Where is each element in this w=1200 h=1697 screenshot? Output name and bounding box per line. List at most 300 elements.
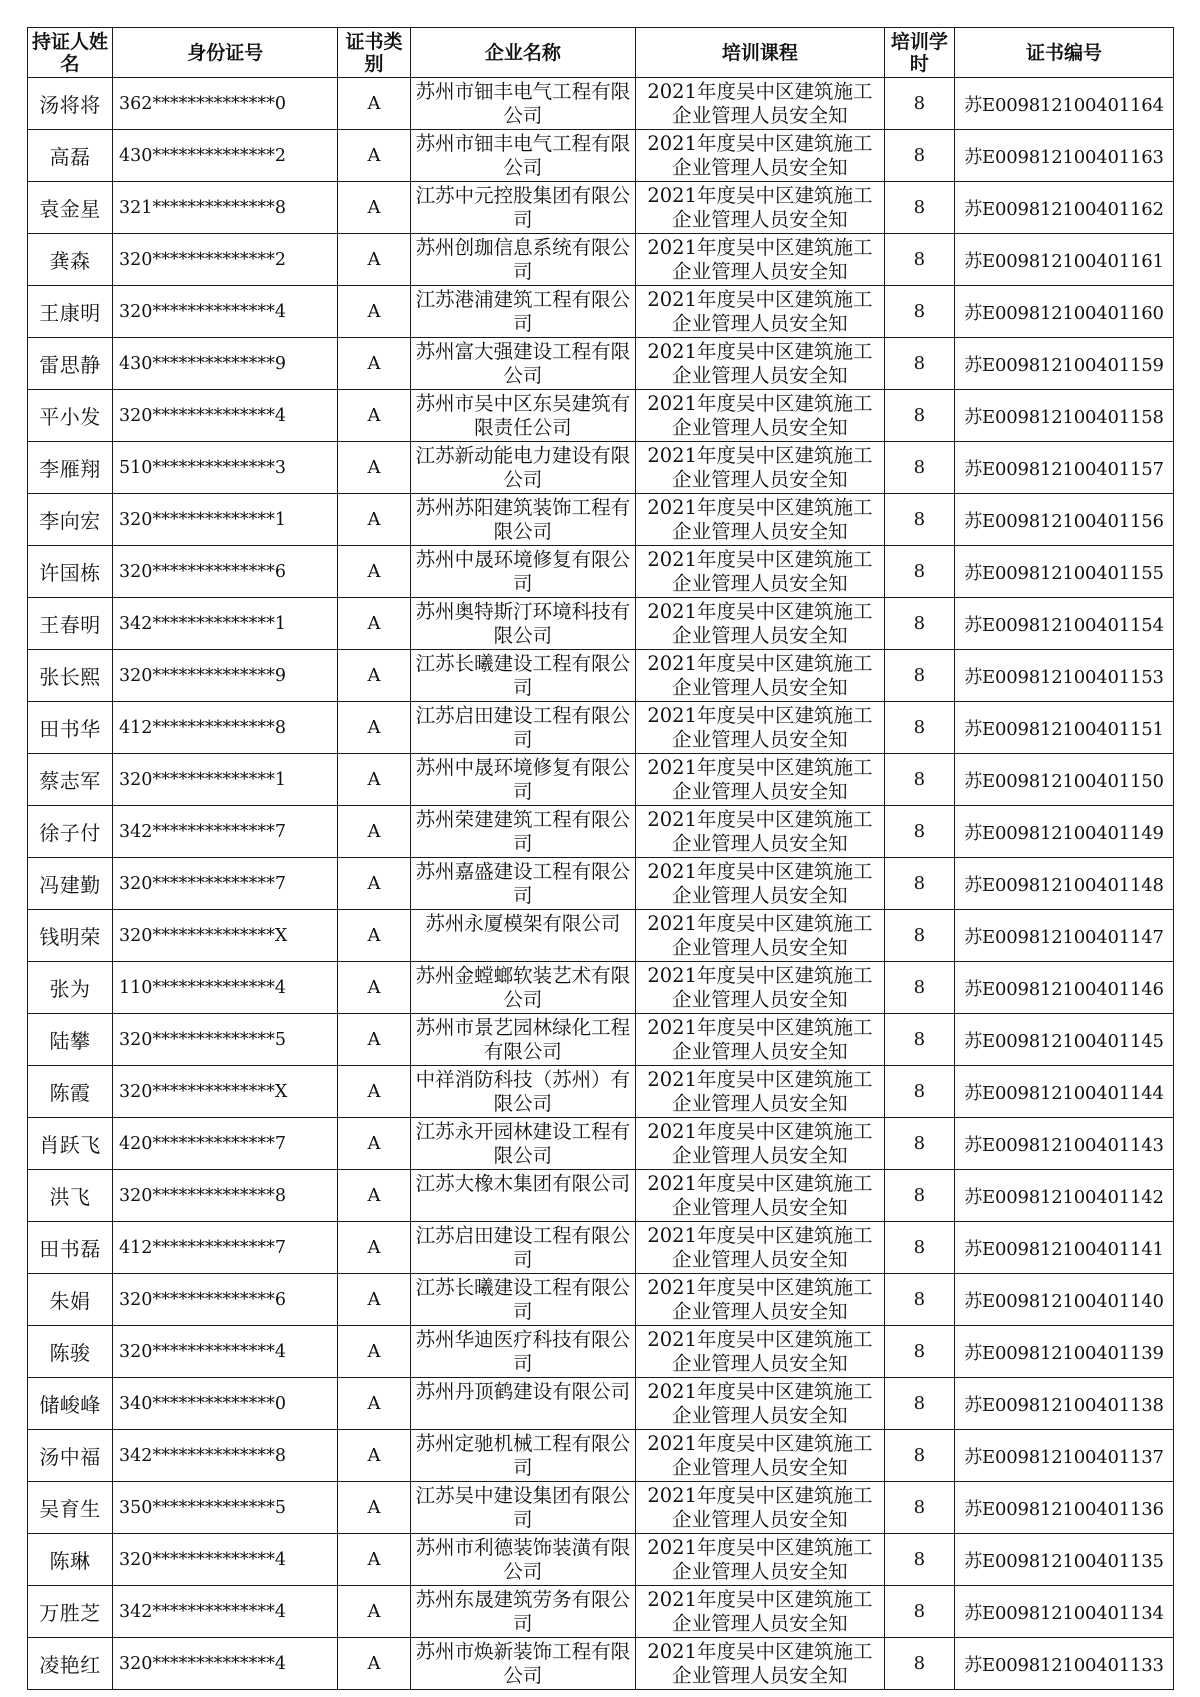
hours-cell: 8	[884, 1430, 954, 1482]
cert-number-cell: 苏E009812100401138	[954, 1378, 1173, 1430]
table-row	[28, 962, 1174, 1014]
hours-cell: 8	[884, 1638, 954, 1690]
hours-cell: 8	[884, 962, 954, 1014]
holder-name-cell: 汤中福	[28, 1430, 113, 1482]
table-row	[28, 1586, 1174, 1638]
course-cell	[636, 1326, 885, 1378]
hours-cell: 8	[884, 338, 954, 390]
cert-type-cell: A	[338, 78, 410, 130]
course-text: 2021年度吴中区建筑施工企业管理人员安全知	[647, 704, 873, 751]
cert-number-cell: 苏E009812100401144	[954, 1066, 1173, 1118]
course-text: 2021年度吴中区建筑施工企业管理人员安全知	[647, 600, 873, 647]
table-row	[28, 1222, 1174, 1274]
holder-name-cell: 凌艳红	[28, 1638, 113, 1690]
course-cell	[636, 598, 885, 650]
holder-name-cell: 汤将将	[28, 78, 113, 130]
company-text: 江苏中元控股集团有限公司	[415, 184, 631, 231]
cert-number-cell: 苏E009812100401162	[954, 182, 1173, 234]
course-cell	[636, 1222, 885, 1274]
company-text: 中祥消防科技（苏州）有限公司	[415, 1068, 631, 1115]
company-text: 苏州市钿丰电气工程有限公司	[415, 132, 631, 179]
company-cell	[410, 546, 635, 598]
table-row	[28, 182, 1174, 234]
cert-type-cell: A	[338, 1066, 410, 1118]
table-row	[28, 650, 1174, 702]
hours-cell: 8	[884, 650, 954, 702]
hours-cell: 8	[884, 390, 954, 442]
id-number-cell: 350**************5	[113, 1482, 338, 1534]
table-row	[28, 338, 1174, 390]
hours-cell: 8	[884, 1014, 954, 1066]
id-number-cell: 362**************0	[113, 78, 338, 130]
cert-number-cell: 苏E009812100401148	[954, 858, 1173, 910]
header-holder-name: 持证人姓名	[28, 28, 113, 78]
holder-name-cell: 张为	[28, 962, 113, 1014]
hours-cell: 8	[884, 1378, 954, 1430]
company-cell	[410, 494, 635, 546]
id-number-cell: 320**************1	[113, 754, 338, 806]
course-text: 2021年度吴中区建筑施工企业管理人员安全知	[647, 496, 873, 543]
cert-number-cell: 苏E009812100401158	[954, 390, 1173, 442]
header-course: 培训课程	[636, 28, 885, 78]
id-number-cell: 320**************9	[113, 650, 338, 702]
table-row	[28, 1118, 1174, 1170]
cert-type-cell: A	[338, 182, 410, 234]
cert-type-cell: A	[338, 1378, 410, 1430]
hours-cell: 8	[884, 1222, 954, 1274]
company-text: 苏州荣建建筑工程有限公司	[415, 808, 631, 855]
company-text: 苏州中晟环境修复有限公司	[415, 756, 631, 803]
holder-name-cell: 陈霞	[28, 1066, 113, 1118]
course-cell	[636, 494, 885, 546]
table-row	[28, 858, 1174, 910]
holder-name-cell: 徐子付	[28, 806, 113, 858]
cert-type-cell: A	[338, 910, 410, 962]
table-row	[28, 1430, 1174, 1482]
course-cell	[636, 78, 885, 130]
cert-number-cell: 苏E009812100401159	[954, 338, 1173, 390]
holder-name-cell: 龚森	[28, 234, 113, 286]
id-number-cell: 420**************7	[113, 1118, 338, 1170]
company-cell	[410, 858, 635, 910]
company-cell	[410, 78, 635, 130]
cert-type-cell: A	[338, 1222, 410, 1274]
company-cell	[410, 910, 635, 962]
course-text: 2021年度吴中区建筑施工企业管理人员安全知	[647, 1172, 873, 1219]
cert-number-cell: 苏E009812100401157	[954, 442, 1173, 494]
cert-number-cell: 苏E009812100401139	[954, 1326, 1173, 1378]
course-text: 2021年度吴中区建筑施工企业管理人员安全知	[647, 132, 873, 179]
id-number-cell: 320**************5	[113, 1014, 338, 1066]
holder-name-cell: 雷思静	[28, 338, 113, 390]
holder-name-cell: 王康明	[28, 286, 113, 338]
table-row	[28, 130, 1174, 182]
cert-type-cell: A	[338, 234, 410, 286]
table-row	[28, 1326, 1174, 1378]
cert-type-cell: A	[338, 702, 410, 754]
table-row	[28, 494, 1174, 546]
cert-type-cell: A	[338, 598, 410, 650]
holder-name-cell: 万胜芝	[28, 1586, 113, 1638]
course-text: 2021年度吴中区建筑施工企业管理人员安全知	[647, 1016, 873, 1063]
holder-name-cell: 平小发	[28, 390, 113, 442]
company-cell	[410, 1274, 635, 1326]
cert-type-cell: A	[338, 1170, 410, 1222]
cert-number-cell: 苏E009812100401135	[954, 1534, 1173, 1586]
course-cell	[636, 390, 885, 442]
cert-type-cell: A	[338, 1326, 410, 1378]
holder-name-cell: 洪飞	[28, 1170, 113, 1222]
company-cell	[410, 702, 635, 754]
holder-name-cell: 王春明	[28, 598, 113, 650]
holder-name-cell: 朱娟	[28, 1274, 113, 1326]
course-cell	[636, 130, 885, 182]
hours-cell: 8	[884, 910, 954, 962]
company-text: 苏州苏阳建筑装饰工程有限公司	[415, 496, 631, 543]
table-row	[28, 754, 1174, 806]
id-number-cell: 320**************7	[113, 858, 338, 910]
company-cell	[410, 1638, 635, 1690]
hours-cell: 8	[884, 130, 954, 182]
company-text: 苏州富大强建设工程有限公司	[415, 340, 631, 387]
course-text: 2021年度吴中区建筑施工企业管理人员安全知	[647, 652, 873, 699]
company-text: 苏州市焕新装饰工程有限公司	[415, 1640, 631, 1687]
cert-number-cell: 苏E009812100401153	[954, 650, 1173, 702]
id-number-cell: 320**************4	[113, 1638, 338, 1690]
company-text: 江苏长曦建设工程有限公司	[415, 652, 631, 699]
cert-type-cell: A	[338, 494, 410, 546]
hours-cell: 8	[884, 286, 954, 338]
company-cell	[410, 1066, 635, 1118]
id-number-cell: 320**************X	[113, 1066, 338, 1118]
table-header-row	[28, 28, 1174, 78]
cert-type-cell: A	[338, 858, 410, 910]
id-number-cell: 430**************9	[113, 338, 338, 390]
holder-name-cell: 陈骏	[28, 1326, 113, 1378]
company-text: 苏州丹顶鹤建设有限公司	[415, 1380, 631, 1403]
id-number-cell: 320**************2	[113, 234, 338, 286]
company-text: 苏州东晟建筑劳务有限公司	[415, 1588, 631, 1635]
holder-name-cell: 吴育生	[28, 1482, 113, 1534]
table-row	[28, 78, 1174, 130]
id-number-cell: 320**************4	[113, 1326, 338, 1378]
course-text: 2021年度吴中区建筑施工企业管理人员安全知	[647, 1484, 873, 1531]
company-text: 江苏长曦建设工程有限公司	[415, 1276, 631, 1323]
cert-number-cell: 苏E009812100401154	[954, 598, 1173, 650]
company-text: 江苏港浦建筑工程有限公司	[415, 288, 631, 335]
id-number-cell: 510**************3	[113, 442, 338, 494]
holder-name-cell: 田书华	[28, 702, 113, 754]
cert-type-cell: A	[338, 130, 410, 182]
table-row	[28, 1274, 1174, 1326]
company-text: 苏州市景艺园林绿化工程有限公司	[415, 1016, 631, 1063]
id-number-cell: 320**************4	[113, 390, 338, 442]
company-text: 苏州嘉盛建设工程有限公司	[415, 860, 631, 907]
company-cell	[410, 182, 635, 234]
holder-name-cell: 袁金星	[28, 182, 113, 234]
cert-number-cell: 苏E009812100401161	[954, 234, 1173, 286]
course-text: 2021年度吴中区建筑施工企业管理人员安全知	[647, 1588, 873, 1635]
hours-cell: 8	[884, 546, 954, 598]
cert-number-cell: 苏E009812100401164	[954, 78, 1173, 130]
table-row	[28, 286, 1174, 338]
hours-cell: 8	[884, 234, 954, 286]
course-cell	[636, 1066, 885, 1118]
cert-number-cell: 苏E009812100401143	[954, 1118, 1173, 1170]
company-cell	[410, 338, 635, 390]
hours-cell: 8	[884, 1170, 954, 1222]
course-text: 2021年度吴中区建筑施工企业管理人员安全知	[647, 860, 873, 907]
company-cell	[410, 442, 635, 494]
cert-number-cell: 苏E009812100401156	[954, 494, 1173, 546]
company-cell	[410, 1170, 635, 1222]
company-text: 江苏启田建设工程有限公司	[415, 704, 631, 751]
course-text: 2021年度吴中区建筑施工企业管理人员安全知	[647, 340, 873, 387]
cert-number-cell: 苏E009812100401155	[954, 546, 1173, 598]
holder-name-cell: 冯建勤	[28, 858, 113, 910]
cert-number-cell: 苏E009812100401146	[954, 962, 1173, 1014]
course-text: 2021年度吴中区建筑施工企业管理人员安全知	[647, 1276, 873, 1323]
company-text: 苏州定驰机械工程有限公司	[415, 1432, 631, 1479]
table-row	[28, 598, 1174, 650]
course-cell	[636, 650, 885, 702]
hours-cell: 8	[884, 1482, 954, 1534]
id-number-cell: 430**************2	[113, 130, 338, 182]
holder-name-cell: 田书磊	[28, 1222, 113, 1274]
cert-type-cell: A	[338, 1534, 410, 1586]
course-cell	[636, 1430, 885, 1482]
id-number-cell: 320**************1	[113, 494, 338, 546]
header-cert-number: 证书编号	[954, 28, 1173, 78]
course-cell	[636, 442, 885, 494]
course-text: 2021年度吴中区建筑施工企业管理人员安全知	[647, 756, 873, 803]
course-cell	[636, 338, 885, 390]
cert-type-cell: A	[338, 754, 410, 806]
cert-type-cell: A	[338, 1014, 410, 1066]
course-text: 2021年度吴中区建筑施工企业管理人员安全知	[647, 184, 873, 231]
hours-cell: 8	[884, 806, 954, 858]
table-row	[28, 702, 1174, 754]
header-company: 企业名称	[410, 28, 635, 78]
course-cell	[636, 754, 885, 806]
holder-name-cell: 张长熙	[28, 650, 113, 702]
course-cell	[636, 1170, 885, 1222]
cert-number-cell: 苏E009812100401163	[954, 130, 1173, 182]
company-text: 苏州市吴中区东吴建筑有限责任公司	[415, 392, 631, 439]
company-text: 苏州华迪医疗科技有限公司	[415, 1328, 631, 1375]
cert-number-cell: 苏E009812100401140	[954, 1274, 1173, 1326]
course-text: 2021年度吴中区建筑施工企业管理人员安全知	[647, 80, 873, 127]
table-row	[28, 1066, 1174, 1118]
cert-type-cell: A	[338, 1638, 410, 1690]
course-cell	[636, 806, 885, 858]
cert-number-cell: 苏E009812100401145	[954, 1014, 1173, 1066]
company-cell	[410, 390, 635, 442]
cert-type-cell: A	[338, 1430, 410, 1482]
company-text: 苏州奥特斯汀环境科技有限公司	[415, 600, 631, 647]
cert-type-cell: A	[338, 546, 410, 598]
id-number-cell: 342**************1	[113, 598, 338, 650]
holder-name-cell: 李向宏	[28, 494, 113, 546]
cert-number-cell: 苏E009812100401142	[954, 1170, 1173, 1222]
course-cell	[636, 910, 885, 962]
cert-type-cell: A	[338, 650, 410, 702]
course-text: 2021年度吴中区建筑施工企业管理人员安全知	[647, 808, 873, 855]
table-row	[28, 442, 1174, 494]
cert-number-cell: 苏E009812100401147	[954, 910, 1173, 962]
company-text: 江苏启田建设工程有限公司	[415, 1224, 631, 1271]
company-cell	[410, 1534, 635, 1586]
hours-cell: 8	[884, 1066, 954, 1118]
id-number-cell: 412**************7	[113, 1222, 338, 1274]
cert-type-cell: A	[338, 806, 410, 858]
course-text: 2021年度吴中区建筑施工企业管理人员安全知	[647, 1120, 873, 1167]
course-text: 2021年度吴中区建筑施工企业管理人员安全知	[647, 288, 873, 335]
company-cell	[410, 1378, 635, 1430]
company-cell	[410, 650, 635, 702]
company-cell	[410, 234, 635, 286]
company-text: 苏州市钿丰电气工程有限公司	[415, 80, 631, 127]
table-row	[28, 806, 1174, 858]
cert-number-cell: 苏E009812100401137	[954, 1430, 1173, 1482]
table-row	[28, 1638, 1174, 1690]
certificate-table	[27, 27, 1174, 1690]
id-number-cell: 320**************4	[113, 286, 338, 338]
course-text: 2021年度吴中区建筑施工企业管理人员安全知	[647, 444, 873, 491]
hours-cell: 8	[884, 78, 954, 130]
course-cell	[636, 1014, 885, 1066]
cert-number-cell: 苏E009812100401160	[954, 286, 1173, 338]
cert-type-cell: A	[338, 1482, 410, 1534]
course-cell	[636, 1586, 885, 1638]
table-row	[28, 910, 1174, 962]
hours-cell: 8	[884, 1118, 954, 1170]
company-text: 苏州中晟环境修复有限公司	[415, 548, 631, 595]
id-number-cell: 412**************8	[113, 702, 338, 754]
hours-cell: 8	[884, 754, 954, 806]
course-cell	[636, 182, 885, 234]
holder-name-cell: 陆攀	[28, 1014, 113, 1066]
cert-number-cell: 苏E009812100401149	[954, 806, 1173, 858]
table-body	[28, 78, 1174, 1690]
cert-number-cell: 苏E009812100401136	[954, 1482, 1173, 1534]
cert-type-cell: A	[338, 390, 410, 442]
table-row	[28, 546, 1174, 598]
course-text: 2021年度吴中区建筑施工企业管理人员安全知	[647, 1536, 873, 1583]
course-cell	[636, 1638, 885, 1690]
course-cell	[636, 546, 885, 598]
id-number-cell: 342**************8	[113, 1430, 338, 1482]
cert-type-cell: A	[338, 338, 410, 390]
company-text: 江苏永开园林建设工程有限公司	[415, 1120, 631, 1167]
holder-name-cell: 蔡志军	[28, 754, 113, 806]
company-cell	[410, 1586, 635, 1638]
course-text: 2021年度吴中区建筑施工企业管理人员安全知	[647, 548, 873, 595]
table-row	[28, 1534, 1174, 1586]
cert-number-cell: 苏E009812100401134	[954, 1586, 1173, 1638]
cert-type-cell: A	[338, 442, 410, 494]
course-text: 2021年度吴中区建筑施工企业管理人员安全知	[647, 1432, 873, 1479]
hours-cell: 8	[884, 702, 954, 754]
id-number-cell: 342**************4	[113, 1586, 338, 1638]
table-row	[28, 1170, 1174, 1222]
company-cell	[410, 1014, 635, 1066]
course-text: 2021年度吴中区建筑施工企业管理人员安全知	[647, 1224, 873, 1271]
course-text: 2021年度吴中区建筑施工企业管理人员安全知	[647, 236, 873, 283]
course-cell	[636, 1534, 885, 1586]
header-id-number: 身份证号	[113, 28, 338, 78]
cert-number-cell: 苏E009812100401151	[954, 702, 1173, 754]
company-cell	[410, 1118, 635, 1170]
id-number-cell: 320**************4	[113, 1534, 338, 1586]
company-text: 苏州市利德装饰装潢有限公司	[415, 1536, 631, 1583]
company-text: 苏州创珈信息系统有限公司	[415, 236, 631, 283]
hours-cell: 8	[884, 494, 954, 546]
company-cell	[410, 1326, 635, 1378]
hours-cell: 8	[884, 1534, 954, 1586]
cert-number-cell: 苏E009812100401141	[954, 1222, 1173, 1274]
company-cell	[410, 754, 635, 806]
holder-name-cell: 陈琳	[28, 1534, 113, 1586]
id-number-cell: 321**************8	[113, 182, 338, 234]
hours-cell: 8	[884, 598, 954, 650]
cert-type-cell: A	[338, 1118, 410, 1170]
table-row	[28, 1014, 1174, 1066]
course-text: 2021年度吴中区建筑施工企业管理人员安全知	[647, 1068, 873, 1115]
company-text: 苏州金螳螂软装艺术有限公司	[415, 964, 631, 1011]
hours-cell: 8	[884, 1586, 954, 1638]
course-cell	[636, 286, 885, 338]
holder-name-cell: 肖跃飞	[28, 1118, 113, 1170]
course-text: 2021年度吴中区建筑施工企业管理人员安全知	[647, 912, 873, 959]
cert-type-cell: A	[338, 962, 410, 1014]
company-cell	[410, 130, 635, 182]
course-text: 2021年度吴中区建筑施工企业管理人员安全知	[647, 964, 873, 1011]
hours-cell: 8	[884, 182, 954, 234]
course-cell	[636, 858, 885, 910]
id-number-cell: 340**************0	[113, 1378, 338, 1430]
course-text: 2021年度吴中区建筑施工企业管理人员安全知	[647, 1328, 873, 1375]
cert-type-cell: A	[338, 1586, 410, 1638]
hours-cell: 8	[884, 1326, 954, 1378]
company-text: 江苏大橡木集团有限公司	[415, 1172, 631, 1195]
company-cell	[410, 286, 635, 338]
hours-cell: 8	[884, 858, 954, 910]
course-cell	[636, 1118, 885, 1170]
company-cell	[410, 598, 635, 650]
company-cell	[410, 806, 635, 858]
course-text: 2021年度吴中区建筑施工企业管理人员安全知	[647, 1380, 873, 1427]
header-cert-type: 证书类别	[338, 28, 410, 78]
company-text: 江苏新动能电力建设有限公司	[415, 444, 631, 491]
table-row	[28, 1378, 1174, 1430]
company-cell	[410, 1430, 635, 1482]
course-cell	[636, 1482, 885, 1534]
holder-name-cell: 钱明荣	[28, 910, 113, 962]
course-cell	[636, 1274, 885, 1326]
cert-number-cell: 苏E009812100401133	[954, 1638, 1173, 1690]
id-number-cell: 342**************7	[113, 806, 338, 858]
company-cell	[410, 1222, 635, 1274]
table-row	[28, 234, 1174, 286]
company-cell	[410, 962, 635, 1014]
company-text: 江苏吴中建设集团有限公司	[415, 1484, 631, 1531]
company-text: 苏州永厦模架有限公司	[425, 912, 621, 935]
table-row	[28, 390, 1174, 442]
cert-type-cell: A	[338, 286, 410, 338]
holder-name-cell: 李雁翔	[28, 442, 113, 494]
hours-cell: 8	[884, 442, 954, 494]
